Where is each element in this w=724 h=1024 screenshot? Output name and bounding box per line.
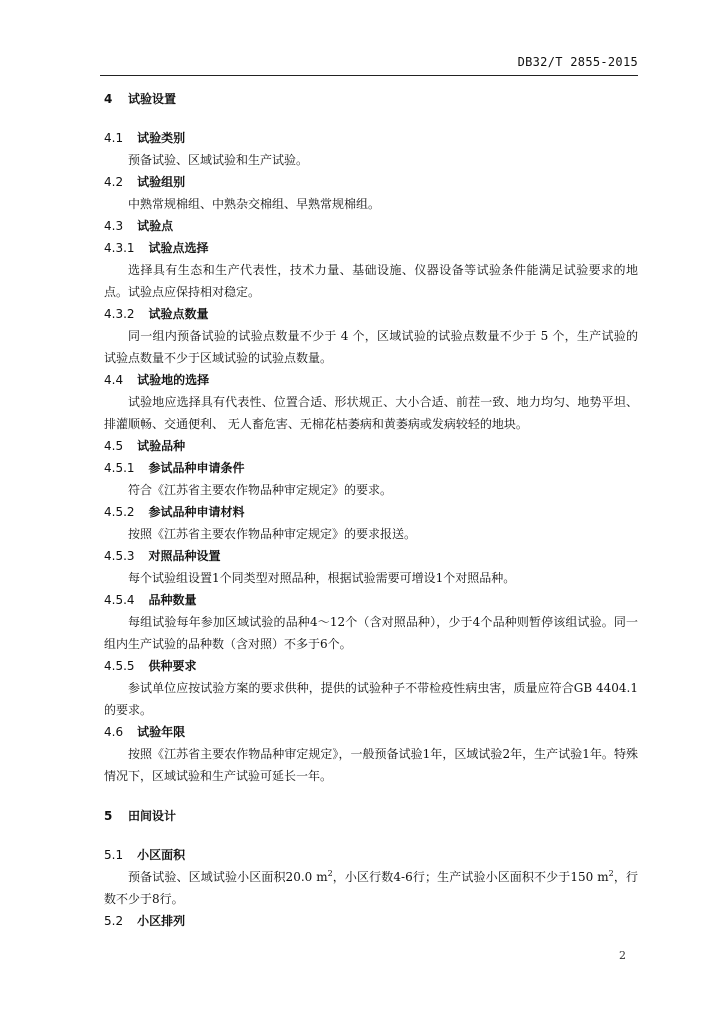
section-4-5-3-heading: [104, 545, 638, 567]
section-4-5-2-text: 按照《江苏省主要农作物品种审定规定》的要求报送。: [128, 527, 417, 541]
section-4-5-1-heading: [104, 457, 638, 479]
section-5-2-heading: [104, 910, 638, 932]
section-number: 4.5: [104, 439, 124, 453]
section-title: 小区面积: [137, 848, 186, 862]
chapter-5-heading: [104, 805, 638, 827]
chapter-number: 4: [104, 92, 113, 106]
section-4-5-1-text: 符合《江苏省主要农作物品种审定规定》的要求。: [128, 483, 393, 497]
section-number: 4.5.1: [104, 461, 135, 475]
section-4-4-text: 试验地应选择具有代表性、位置合适、形状规正、大小合适、前茬一致、地力均匀、地势平坦、排灌顺畅、交通便利、 无人畜危害、无棉花枯萎病和黄萎病或发病较轻的地块。: [104, 395, 638, 431]
section-4-3-2-text: 同一组内预备试验的试验点数量不少于 4 个，区域试验的试验点数量不少于 5 个，生产试验的试验点数量不少于区域试验的试验点数量。: [104, 329, 638, 365]
section-number: 4.5.2: [104, 505, 135, 519]
section-4-3-2-heading: [104, 303, 638, 325]
text-part: ，行数不少于8行。: [104, 870, 638, 906]
section-4-3-heading: [104, 215, 638, 237]
section-number: 4.5.5: [104, 659, 135, 673]
page-number: 2: [619, 949, 626, 962]
section-number: 4.1: [104, 131, 124, 145]
section-4-2-text: 中熟常规棉组、中熟杂交棉组、早熟常规棉组。: [128, 197, 381, 211]
chapter-number: 5: [104, 809, 113, 823]
chapter-title: 田间设计: [128, 809, 177, 823]
section-number: 4.5.3: [104, 549, 135, 563]
section-title: 试验点: [137, 219, 174, 233]
section-title: 试验点数量: [148, 307, 209, 321]
text-part: 预备试验、区域试验小区面积20.0 m: [128, 870, 328, 884]
section-4-3-1-text: 选择具有生态和生产代表性，技术力量、基础设施、仪器设备等试验条件能满足试验要求的地点。试验点应保持相对稳定。: [104, 263, 638, 299]
superscript: 2: [608, 869, 614, 878]
section-number: 4.3: [104, 219, 124, 233]
section-title: 供种要求: [148, 659, 197, 673]
section-number: 4.6: [104, 725, 124, 739]
section-title: 小区排列: [137, 914, 186, 928]
spacer: [104, 110, 638, 127]
section-number: 4.3.2: [104, 307, 135, 321]
section-4-3-1-heading: [104, 237, 638, 259]
section-4-5-2-heading: [104, 501, 638, 523]
section-number: 4.3.1: [104, 241, 135, 255]
document-code: DB32/T 2855-2015: [517, 55, 638, 69]
section-4-4-heading: [104, 369, 638, 391]
section-4-5-heading: [104, 435, 638, 457]
section-4-6-text: 按照《江苏省主要农作物品种审定规定》，一般预备试验1年，区域试验2年，生产试验1年。特殊情况下，区域试验和生产试验可延长一年。: [104, 747, 638, 783]
section-4-5-5-text: 参试单位应按试验方案的要求供种，提供的试验种子不带检疫性病虫害，质量应符合GB 4404.1的要求。: [104, 681, 638, 717]
chapter-4-heading: [104, 88, 638, 110]
section-4-5-5-heading: [104, 655, 638, 677]
section-title: 对照品种设置: [148, 549, 221, 563]
section-4-5-4-text: 每组试验每年参加区域试验的品种4～12个（含对照品种），少于4个品种则暂停该组试验。同一组内生产试验的品种数（含对照）不多于6个。: [104, 615, 638, 651]
section-title: 试验年限: [137, 725, 186, 739]
section-title: 参试品种申请材料: [148, 505, 245, 519]
section-4-1-heading: [104, 127, 638, 149]
section-title: 试验组别: [137, 175, 186, 189]
section-5-1-heading: [104, 844, 638, 866]
section-4-5-3-text: 每个试验组设置1个同类型对照品种，根据试验需要可增设1个对照品种。: [128, 571, 516, 585]
section-number: 4.2: [104, 175, 124, 189]
section-number: 4.5.4: [104, 593, 135, 607]
spacer: [104, 827, 638, 844]
section-4-1-text: 预备试验、区域试验和生产试验。: [128, 153, 309, 167]
superscript: 2: [327, 869, 333, 878]
text-part: ，小区行数4-6行；生产试验小区面积不少于150 m: [332, 870, 609, 884]
section-title: 试验品种: [137, 439, 186, 453]
section-4-5-4-heading: [104, 589, 638, 611]
header-rule: [100, 75, 638, 76]
section-title: 参试品种申请条件: [148, 461, 245, 475]
section-title: 品种数量: [148, 593, 197, 607]
section-number: 5.1: [104, 848, 124, 862]
page-content: [104, 88, 638, 932]
section-4-6-heading: [104, 721, 638, 743]
section-title: 试验类别: [137, 131, 186, 145]
section-4-2-heading: [104, 171, 638, 193]
chapter-title: 试验设置: [128, 92, 177, 106]
section-number: 5.2: [104, 914, 124, 928]
section-number: 4.4: [104, 373, 124, 387]
section-title: 试验点选择: [148, 241, 209, 255]
section-title: 试验地的选择: [137, 373, 210, 387]
section-5-1-text: [104, 866, 638, 910]
